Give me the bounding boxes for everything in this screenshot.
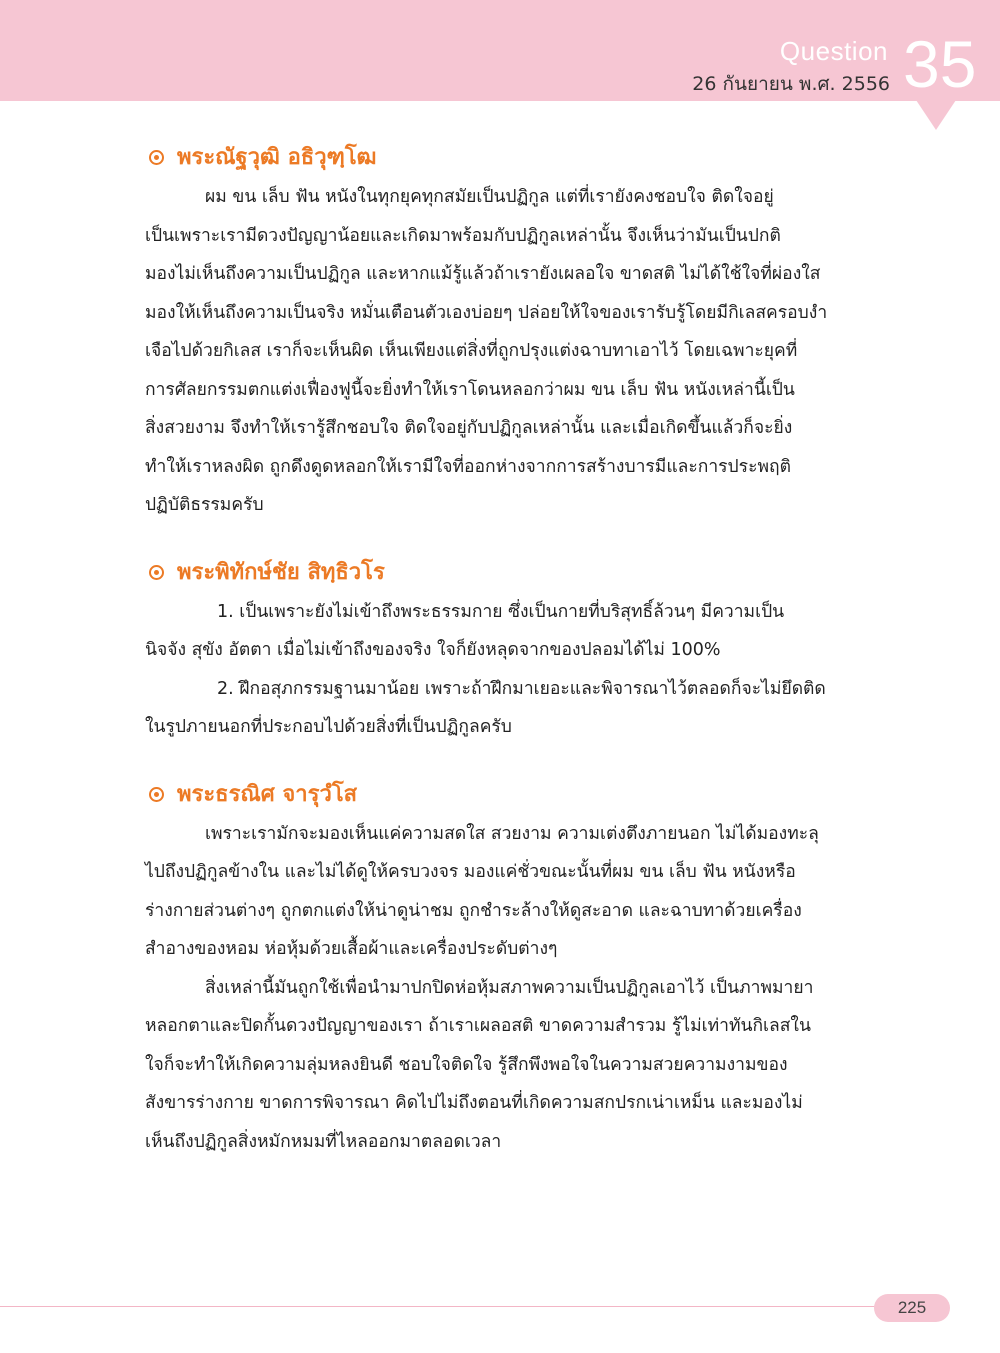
paragraph-line: ร่างกายส่วนต่างๆ ถูกตกแต่งให้น่าดูน่าชม ถูกชำระล้างให้ดูสะอาด และฉาบทาด้วยเครื่อง bbox=[145, 900, 802, 921]
paragraph-line: เพราะเรามักจะมองเห็นแค่ความสดใส สวยงาม ความเต่งตึงภายนอก ไม่ได้มองทะลุ bbox=[205, 823, 819, 844]
list-item-line: ในรูปภายนอกที่ประกอบไปด้วยสิ่งที่เป็นปฏิกูลครับ bbox=[145, 717, 512, 737]
paragraph-line: ใจก็จะทำให้เกิดความลุ่มหลงยินดี ชอบใจติดใจ รู้สึกพึงพอใจในความสวยความงามของ bbox=[145, 1054, 788, 1075]
question-label: Question bbox=[779, 36, 888, 66]
bullseye-icon bbox=[145, 780, 171, 806]
paragraph-line: ปฏิบัติธรรมครับ bbox=[145, 495, 264, 515]
section-title-text: พระพิทักษ์ชัย สิทฺธิวโร bbox=[177, 559, 385, 585]
section-title bbox=[145, 140, 915, 176]
section-title bbox=[145, 777, 915, 813]
paragraph-line: ไปถึงปฏิกูลข้างใน และไม่ได้ดูให้ครบวงจร มองแค่ชั่วขณะนั้นที่ผม ขน เล็บ ฟัน หนังหรือ bbox=[145, 862, 796, 882]
list-item-line: 1. เป็นเพราะยังไม่เข้าถึงพระธรรมกาย ซึ่งเป็นกายที่บริสุทธิ์ล้วนๆ มีความเป็น bbox=[217, 601, 785, 622]
answer-section-2 bbox=[145, 555, 915, 747]
page-content bbox=[145, 140, 915, 1161]
bullseye-icon bbox=[145, 143, 171, 169]
paragraph-line: เป็นเพราะเรามีดวงปัญญาน้อยและเกิดมาพร้อมกับปฏิกูลเหล่านั้น จึงเห็นว่ามันเป็นปกติ bbox=[145, 225, 781, 246]
bullseye-icon bbox=[145, 558, 171, 584]
list-item-line: 2. ฝึกอสุภกรรมฐานมาน้อย เพราะถ้าฝึกมาเยอะและพิจารณาไว้ตลอดก็จะไม่ยึดติด bbox=[217, 678, 826, 699]
section-title bbox=[145, 555, 915, 591]
page-number: 225 bbox=[874, 1294, 950, 1322]
paragraph-line: สังขารร่างกาย ขาดการพิจารณา คิดไปไม่ถึงตอนที่เกิดความสกปรกเน่าเหม็น และมองไม่ bbox=[145, 1093, 803, 1113]
answer-section-3 bbox=[145, 777, 915, 1162]
question-number: 35 bbox=[903, 27, 977, 101]
paragraph-line: มองไม่เห็นถึงความเป็นปฏิกูล และหากแม้รู้แล้วถ้าเรายังเผลอใจ ขาดสติ ไม่ได้ใช้ใจที่ผ่องใส bbox=[145, 264, 821, 284]
list-item-line: นิจจัง สุขัง อัตตา เมื่อไม่เข้าถึงของจริง ใจก็ยังหลุดจากของปลอมได้ไม่ 100% bbox=[145, 640, 721, 660]
question-date: 26 กันยายน พ.ศ. 2556 bbox=[692, 73, 890, 95]
paragraph-line: สำอางของหอม ห่อหุ้มด้วยเสื้อผ้าและเครื่องประดับต่างๆ bbox=[145, 939, 558, 959]
section-title-text: พระธรณิศ จารุวํโส bbox=[177, 781, 358, 807]
section-title-text: พระณัฐวุฒิ อธิวุฑฺโฒ bbox=[177, 145, 377, 170]
paragraph-line: เห็นถึงปฏิกูลสิ่งหมักหมมที่ไหลออกมาตลอดเวลา bbox=[145, 1131, 502, 1152]
paragraph-line: เจือไปด้วยกิเลส เราก็จะเห็นผิด เห็นเพียงแต่สิ่งที่ถูกปรุงแต่งฉาบทาเอาไว้ โดยเฉพาะยุคที่ bbox=[145, 341, 798, 361]
paragraph-line: สิ่งเหล่านี้มันถูกใช้เพื่อนำมาปกปิดห่อหุ้มสภาพความเป็นปฏิกูลเอาไว้ เป็นภาพมายา bbox=[205, 977, 814, 998]
paragraph-line: ทำให้เราหลงผิด ถูกดึงดูดหลอกให้เรามีใจที่ออกห่างจากการสร้างบารมีและการประพฤติ bbox=[145, 456, 791, 477]
paragraph-line: มองให้เห็นถึงความเป็นจริง หมั่นเตือนตัวเองบ่อยๆ ปล่อยให้ใจของเรารับรู้โดยมีกิเลสครอบงำ bbox=[145, 302, 828, 323]
header-pointer bbox=[916, 100, 956, 130]
paragraph-line: การศัลยกรรมตกแต่งเฟื่องฟูนี้จะยิ่งทำให้เราโดนหลอกว่าผม ขน เล็บ ฟัน หนังเหล่านี้เป็น bbox=[145, 379, 795, 400]
footer-rule bbox=[0, 1306, 880, 1307]
paragraph-line: สิ่งสวยงาม จึงทำให้เรารู้สึกชอบใจ ติดใจอยู่กับปฏิกูลเหล่านั้น และเมื่อเกิดขึ้นแล้วก็จะยิ่ง bbox=[145, 418, 793, 438]
answer-section-1 bbox=[145, 140, 915, 525]
paragraph-line: หลอกตาและปิดกั้นดวงปัญญาของเรา ถ้าเราเผลอสติ ขาดความสำรวม รู้ไม่เท่าทันกิเลสใน bbox=[145, 1016, 811, 1036]
paragraph-line: ผม ขน เล็บ ฟัน หนังในทุกยุคทุกสมัยเป็นปฏิกูล แต่ที่เรายังคงชอบใจ ติดใจอยู่ bbox=[205, 187, 774, 207]
